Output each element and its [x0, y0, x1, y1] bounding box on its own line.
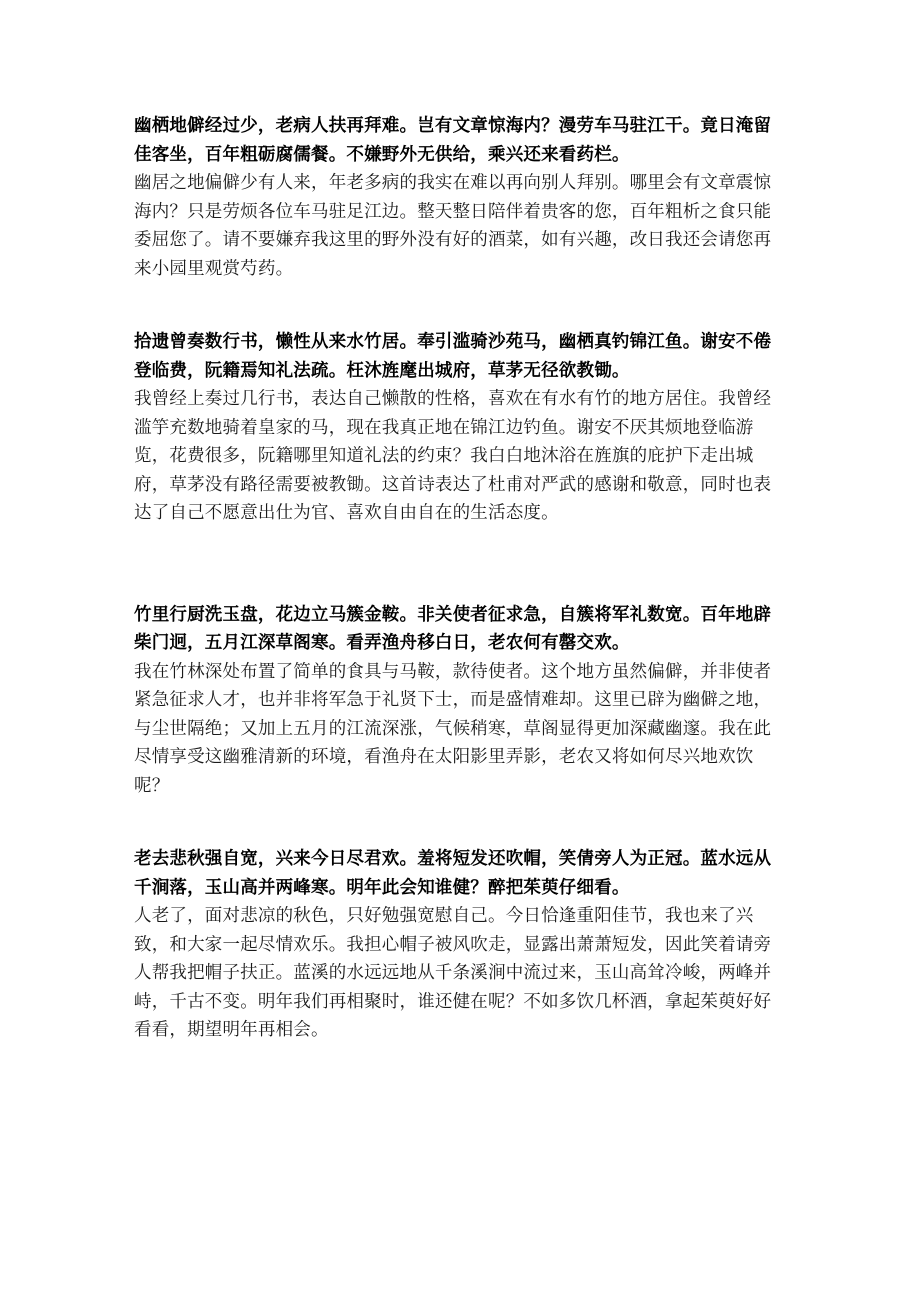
- translation-text: 人老了，面对悲凉的秋色，只好勉强宽慰自己。今日恰逢重阳佳节，我也来了兴致，和大家一起尽情欢乐。我担心帽子被风吹走，显露出萧萧短发，因此笑着请旁人帮我把帽子扶正。蓝溪的水远远地从千条溪涧中流过来，玉山高耸冷峻，两峰并峙，千古不变。明年我们再相聚时，谁还健在呢？不如多饮几杯酒，拿起茱萸好好看看，期望明年再相会。: [134, 906, 772, 1040]
- poem-section: [134, 328, 786, 528]
- poem-section: [134, 601, 786, 801]
- poem-text: 竹里行厨洗玉盘，花边立马簇金鞍。非关使者征求急，自簇将军礼数宽。百年地辟柴门迥，五月江深草阁寒。看弄渔舟移白日，老农何有罄交欢。: [134, 604, 772, 653]
- poem-text: 拾遗曾奏数行书，懒性从来水竹居。奉引滥骑沙苑马，幽栖真钓锦江鱼。谢安不倦登临费，阮籍焉知礼法疏。枉沐旌麾出城府，草茅无径欲教锄。: [134, 332, 772, 381]
- poem-text: 老去悲秋强自宽，兴来今日尽君欢。羞将短发还吹帽，笑倩旁人为正冠。蓝水远从千涧落，玉山高并两峰寒。明年此会知谁健？醉把茱萸仔细看。: [134, 849, 772, 898]
- translation-text: 我曾经上奏过几行书，表达自己懒散的性格，喜欢在有水有竹的地方居住。我曾经滥竽充数地骑着皇家的马，现在我真正地在锦江边钓鱼。谢安不厌其烦地登临游览，花费很多，阮籍哪里知道礼法的约束？我白白地沐浴在旌旗的庇护下走出城府，草茅没有路径需要被教锄。这首诗表达了杜甫对严武的感谢和敬意，同时也表达了自己不愿意出仕为官、喜欢自由自在的生活态度。: [134, 389, 772, 523]
- poem-text: 幽栖地僻经过少，老病人扶再拜难。岂有文章惊海内？漫劳车马驻江干。竟日淹留佳客坐，百年粗砺腐儒餐。不嫌野外无供给，乘兴还来看药栏。: [134, 116, 772, 165]
- poem-section: [134, 112, 786, 283]
- translation-text: 幽居之地偏僻少有人来，年老多病的我实在难以再向别人拜别。哪里会有文章震惊海内？只是劳烦各位车马驻足江边。整天整日陪伴着贵客的您，百年粗析之食只能委屈您了。请不要嫌弃我这里的野外没有好的酒菜，如有兴趣，改日我还会请您再来小园里观赏芍药。: [134, 173, 772, 279]
- translation-text: 我在竹林深处布置了简单的食具与马鞍，款待使者。这个地方虽然偏僻，并非使者紧急征求人才，也并非将军急于礼贤下士，而是盛情难却。这里已辟为幽僻之地，与尘世隔绝；又加上五月的江流深涨，气候稍寒，草阁显得更加深藏幽邃。我在此尽情享受这幽雅清新的环境，看渔舟在太阳影里弄影，老农又将如何尽兴地欢饮呢？: [134, 661, 772, 796]
- document-page: [134, 112, 786, 1045]
- poem-section: [134, 845, 786, 1045]
